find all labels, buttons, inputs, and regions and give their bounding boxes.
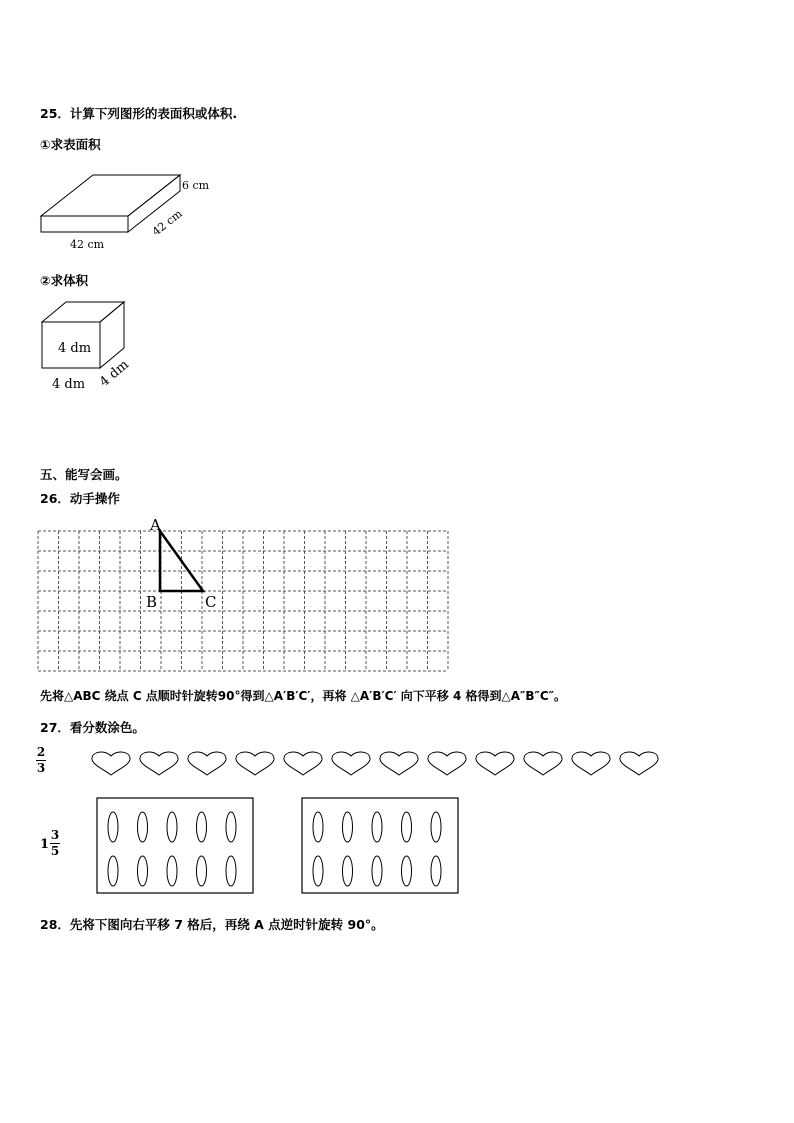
fraction-numerator: 2 — [36, 745, 46, 759]
oval-box-2 — [301, 797, 459, 894]
oval-shape — [402, 856, 412, 886]
fraction-three-fifths — [50, 829, 60, 858]
oval-shape — [167, 856, 177, 886]
q28-title: 28．先将下图向右平移 7 格后，再绕 A 点逆时针旋转 90°。 — [40, 917, 384, 932]
prism-figure — [38, 168, 218, 252]
heart-shape — [92, 752, 130, 775]
oval-shape — [138, 812, 148, 842]
prism-height-label: 6 cm — [182, 179, 210, 192]
heart-shape — [236, 752, 274, 775]
oval-shape — [343, 856, 353, 886]
heart-shape — [572, 752, 610, 775]
cube-figure — [38, 296, 138, 396]
vertex-c-label: C — [205, 593, 217, 611]
q25-title: 25．计算下列图形的表面积或体积. — [40, 106, 238, 121]
oval-shape — [431, 856, 441, 886]
vertex-a-label: A — [150, 516, 161, 534]
oval-shape — [197, 856, 207, 886]
heart-shape — [284, 752, 322, 775]
cube-side-label: 4 dm — [96, 357, 132, 391]
oval-shape — [108, 812, 118, 842]
oval-shape — [343, 812, 353, 842]
oval-shape — [372, 812, 382, 842]
mixed-whole-part: 1 — [40, 837, 50, 852]
oval-shape — [431, 812, 441, 842]
fraction-denominator: 3 — [36, 761, 46, 775]
heart-shape — [428, 752, 466, 775]
prism-front-face — [41, 216, 128, 232]
cube-bottom-label: 4 dm — [52, 377, 86, 392]
oval-shape — [167, 812, 177, 842]
heart-shape — [140, 752, 178, 775]
heart-shape — [188, 752, 226, 775]
q25-part1-label: ①求表面积 — [40, 137, 101, 152]
oval-shape — [372, 856, 382, 886]
q26-instruction: 先将△ABC 绕点 C 点顺时针旋转90°得到△A′B′C′，再将 △A′B′C′ 向下平移 4 格得到△A″B″C″。 — [40, 689, 567, 703]
oval-shape — [226, 856, 236, 886]
oval-shape — [226, 812, 236, 842]
q26-grid-figure — [30, 510, 460, 680]
oval-group — [108, 812, 236, 886]
hearts-row — [88, 750, 668, 780]
prism-length-label: 42 cm — [70, 238, 105, 251]
fraction-denominator: 5 — [50, 844, 60, 858]
oval-shape — [138, 856, 148, 886]
heart-shape — [476, 752, 514, 775]
oval-shape — [402, 812, 412, 842]
fraction-numerator: 3 — [50, 828, 60, 842]
section-five-title: 五、能写会画。 — [40, 467, 128, 482]
q25-part2-label: ②求体积 — [40, 273, 89, 288]
prism-depth-label: 42 cm — [149, 207, 185, 239]
dotted-grid — [38, 531, 448, 671]
vertex-b-label: B — [146, 593, 158, 611]
oval-shape — [197, 812, 207, 842]
fraction-two-thirds — [36, 746, 46, 775]
cube-front-label: 4 dm — [58, 341, 92, 356]
oval-shape — [108, 856, 118, 886]
oval-group — [313, 812, 441, 886]
oval-shape — [313, 812, 323, 842]
heart-shape — [620, 752, 658, 775]
oval-shape — [313, 856, 323, 886]
oval-box-1 — [96, 797, 254, 894]
prism-top-face — [41, 175, 180, 216]
q27-title: 27．看分数涂色。 — [40, 720, 145, 735]
heart-shape — [524, 752, 562, 775]
heart-shape — [332, 752, 370, 775]
heart-shape — [380, 752, 418, 775]
q26-title: 26．动手操作 — [40, 491, 120, 506]
